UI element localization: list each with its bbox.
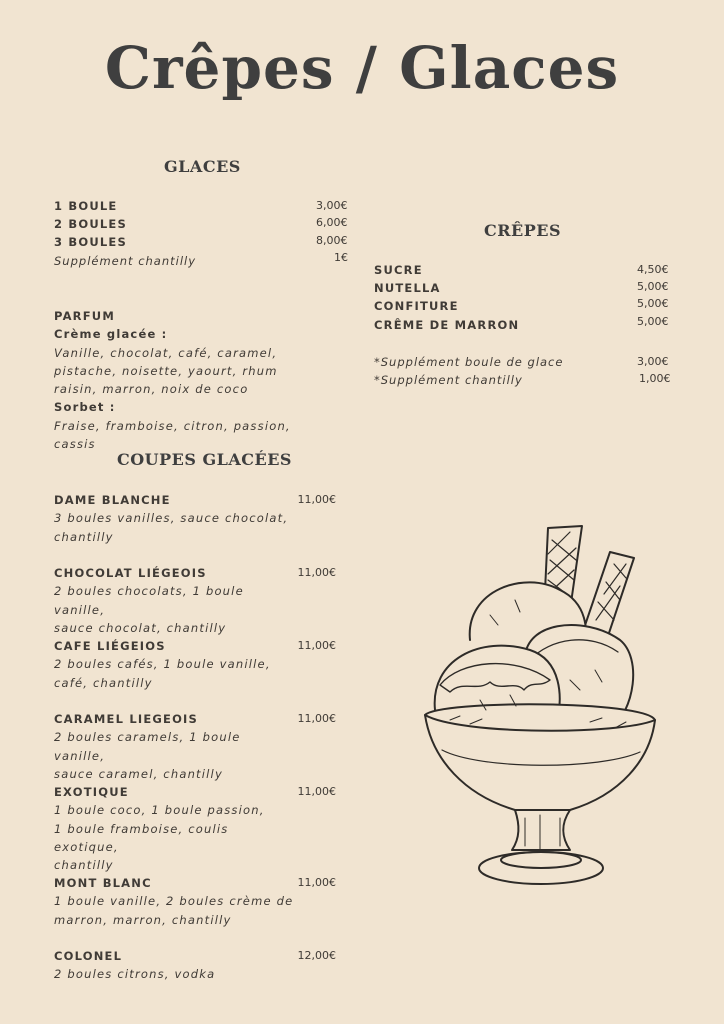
coupe-desc-line: 3 boules vanilles, sauce chocolat,	[54, 511, 289, 526]
parfum-block	[54, 307, 354, 453]
glace-supplement-name: Supplément chantilly	[54, 254, 197, 268]
coupe-desc-line: 2 boules chocolats, 1 boule vanille,	[54, 584, 244, 617]
coupe-name: CAFE LIÉGEIOS	[54, 639, 166, 653]
coupe-name: CHOCOLAT LIÉGEOIS	[54, 566, 207, 580]
coupe-name: EXOTIQUE	[54, 785, 129, 799]
coupe-desc-line: café, chantilly	[54, 675, 153, 690]
coupe-item	[54, 710, 344, 783]
creme-flavor-line: pistache, noisette, yaourt, rhum	[54, 363, 278, 378]
coupe-price: 12,00€	[297, 949, 336, 962]
glace-supplement-price: 1€	[334, 251, 348, 264]
glace-item-name: 1 BOULE	[54, 199, 118, 213]
coupe-price: 11,00€	[297, 493, 336, 506]
coupe-item	[54, 783, 344, 874]
glace-item-price: 3,00€	[316, 199, 348, 212]
glaces-heading: GLACES	[164, 157, 241, 176]
glace-item-price: 8,00€	[316, 234, 348, 247]
sorbet-label: Sorbet :	[54, 400, 116, 415]
coupe-price: 11,00€	[297, 785, 336, 798]
creme-glacee-label: Crème glacée :	[54, 327, 168, 342]
coupe-name: MONT BLANC	[54, 876, 152, 890]
coupe-item	[54, 564, 344, 637]
coupe-item	[54, 947, 344, 984]
coupes-heading: COUPES GLACÉES	[117, 450, 292, 469]
coupe-price: 11,00€	[297, 876, 336, 889]
crepe-extra-price: 3,00€	[637, 355, 669, 368]
coupe-name: CARAMEL LIEGEOIS	[54, 712, 199, 726]
glace-item-name: 2 BOULES	[54, 217, 127, 231]
crepe-item-name: CRÊME DE MARRON	[374, 318, 520, 332]
crepe-item-name: CONFITURE	[374, 299, 459, 313]
crepe-extra-name: *Supplément chantilly	[374, 373, 523, 387]
coupe-desc-line: marron, marron, chantilly	[54, 912, 232, 927]
sorbet-flavor-line: Fraise, framboise, citron, passion,	[54, 418, 291, 433]
crepe-item-name: NUTELLA	[374, 281, 441, 295]
crepe-item-price: 5,00€	[637, 280, 669, 293]
coupe-item	[54, 874, 344, 929]
creme-flavor-line: Vanille, chocolat, café, caramel,	[54, 345, 278, 360]
glace-item-name: 3 BOULES	[54, 235, 127, 249]
creme-flavor-line: raisin, marron, noix de coco	[54, 382, 249, 397]
coupe-desc-line: sauce caramel, chantilly	[54, 766, 223, 781]
crepe-item-price: 5,00€	[637, 315, 669, 328]
coupe-desc-line: 1 boule framboise, coulis exotique,	[54, 821, 229, 854]
coupe-desc-line: 1 boule vanille, 2 boules crème de	[54, 894, 294, 909]
menu-title: Crêpes / Glaces	[104, 34, 620, 102]
crepe-item-name: SUCRE	[374, 263, 423, 277]
coupe-price: 11,00€	[297, 712, 336, 725]
coupe-price: 11,00€	[297, 566, 336, 579]
crepe-item-price: 4,50€	[637, 263, 669, 276]
coupe-desc-line: 2 boules caramels, 1 boule vanille,	[54, 730, 241, 763]
coupe-price: 11,00€	[297, 639, 336, 652]
ice-cream-sundae-icon	[420, 520, 660, 900]
crepe-extra-name: *Supplément boule de glace	[374, 355, 564, 369]
coupe-desc-line: sauce chocolat, chantilly	[54, 620, 227, 635]
coupe-name: COLONEL	[54, 949, 123, 963]
coupe-desc-line: chantilly	[54, 529, 114, 544]
crepe-item-price: 5,00€	[637, 297, 669, 310]
coupe-desc-line: 1 boule coco, 1 boule passion,	[54, 803, 265, 818]
glace-item-price: 6,00€	[316, 216, 348, 229]
coupe-desc-line: chantilly	[54, 858, 114, 873]
parfum-label: PARFUM	[54, 309, 115, 323]
sorbet-flavor-line: cassis	[54, 437, 96, 452]
coupe-desc-line: 2 boules citrons, vodka	[54, 967, 216, 982]
coupe-item	[54, 491, 344, 546]
coupe-item	[54, 637, 344, 692]
coupe-desc-line: 2 boules cafés, 1 boule vanille,	[54, 657, 271, 672]
crepe-extra-price: 1,00€	[639, 372, 671, 385]
coupe-name: DAME BLANCHE	[54, 493, 171, 507]
crepes-heading: CRÊPES	[484, 221, 562, 240]
